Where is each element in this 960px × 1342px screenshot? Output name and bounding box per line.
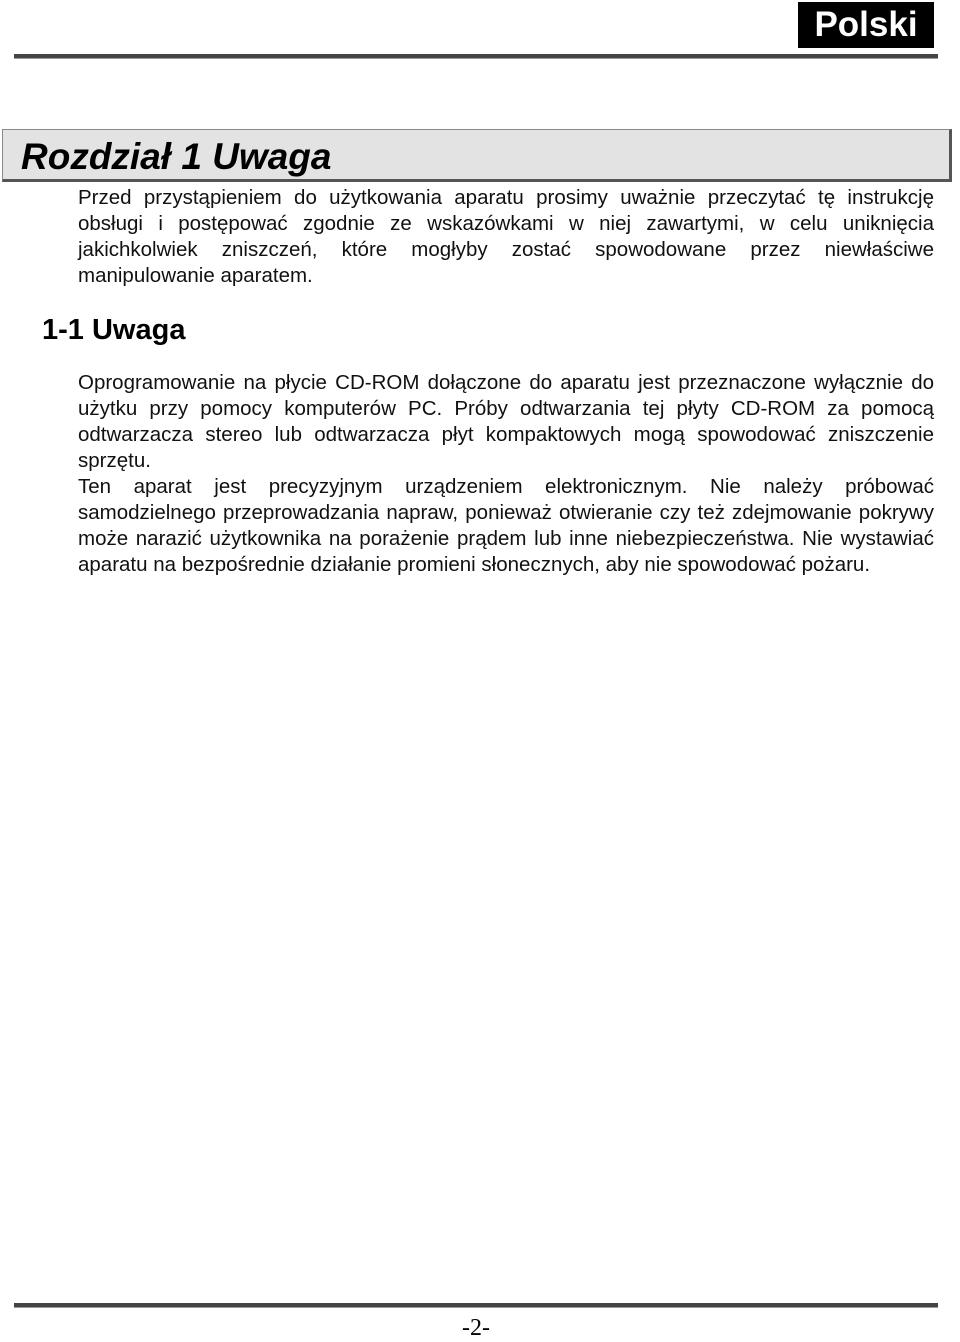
footer-divider: [14, 1303, 938, 1308]
chapter-intro-paragraph: Przed przystąpieniem do użytkowania aparatu prosimy uważnie przeczytać tę instrukcję obsługi i postępować zgodnie ze wskazówkami w niej zawartymi, w celu uniknięcia jakichkolwiek zniszczeń, które mogłyby zostać spowodowane przez niewłaściwe manipulowanie aparatem.: [78, 186, 934, 287]
section-paragraph-cdrom: Oprogramowanie na płycie CD-ROM dołączone do aparatu jest przeznaczone wyłącznie do użytku przy pomocy komputerów PC. Próby odtwarzania tej płyty CD-ROM za pomocą odtwarzacza stereo lub odtwarzacza płyt kompaktowych mogą spowodować zniszczenie sprzętu.: [78, 371, 934, 472]
header-divider: [14, 54, 938, 59]
section-paragraph-safety: Ten aparat jest precyzyjnym urządzeniem elektronicznym. Nie należy próbować samodzielnego przeprowadzania napraw, ponieważ otwieranie czy też zdejmowanie pokrywy może narazić użytkownika na porażenie prądem lub inne niebezpieczeństwa. Nie wystawiać aparatu na bezpośrednie działanie promieni słonecznych, aby nie spowodować pożaru.: [78, 475, 934, 576]
language-badge: Polski: [798, 2, 934, 48]
chapter-header-band: [2, 129, 952, 182]
chapter-title: Rozdział 1 Uwaga: [21, 136, 332, 177]
page-number: -2-: [462, 1315, 490, 1341]
section-title: 1-1 Uwaga: [42, 314, 186, 346]
